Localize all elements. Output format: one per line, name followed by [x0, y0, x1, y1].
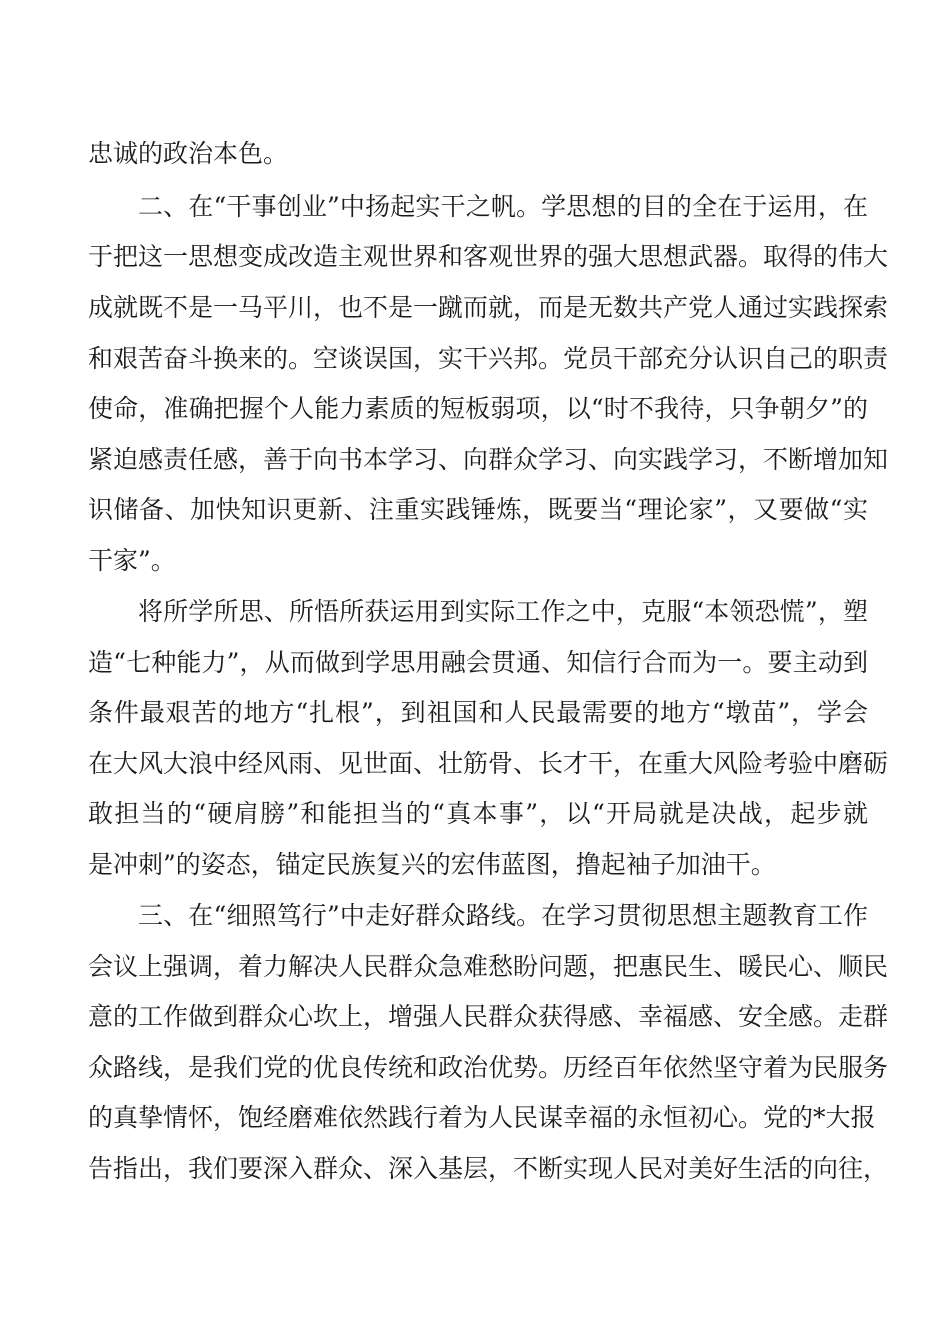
- text-line: 将所学所思、所悟所获运用到实际工作之中，克服“本领恐慌”，塑: [138, 597, 868, 626]
- text-line: 忠诚的政治本色。: [88, 139, 289, 168]
- text-line: 使命，准确把握个人能力素质的短板弱项，以“时不我待，只争朝夕”的: [88, 394, 868, 423]
- text-line: 识储备、加快知识更新、注重实践锤炼，既要当“理论家”，又要做“实: [88, 495, 868, 524]
- text-line: 和艰苦奋斗换来的。空谈误国，实干兴邦。党员干部充分认识自己的职责: [88, 344, 889, 373]
- text-line: 干家”。: [88, 546, 176, 575]
- text-line: 众路线，是我们党的优良传统和政治优势。历经百年依然坚守着为民服务: [88, 1053, 889, 1082]
- text-line: 在大风大浪中经风雨、见世面、壮筋骨、长才干，在重大风险考验中磨砺: [88, 749, 889, 778]
- text-line: 是冲刺”的姿态，锚定民族复兴的宏伟蓝图，撸起袖子加油干。: [88, 850, 776, 879]
- text-line: 三、在“细照笃行”中走好群众路线。在学习贯彻思想主题教育工作: [138, 901, 868, 930]
- text-line: 敢担当的“硬肩膀”和能担当的“真本事”，以“开局就是决战，起步就: [88, 799, 868, 828]
- text-line: 条件最艰苦的地方“扎根”，到祖国和人民最需要的地方“墩苗”，学会: [88, 698, 868, 727]
- text-line: 会议上强调，着力解决人民群众急难愁盼问题，把惠民生、暖民心、顺民: [88, 952, 889, 981]
- text-line: 紧迫感责任感，善于向书本学习、向群众学习、向实践学习，不断增加知: [88, 445, 889, 474]
- text-line: 成就既不是一马平川，也不是一蹴而就，而是无数共产党人通过实践探索: [88, 293, 889, 322]
- text-line: 意的工作做到群众心坎上，增强人民群众获得感、幸福感、安全感。走群: [88, 1002, 889, 1031]
- text-line: 的真挚情怀，饱经磨难依然践行着为人民谋幸福的永恒初心。党的*大报: [88, 1103, 876, 1132]
- text-line: 告指出，我们要深入群众、深入基层，不断实现人民对美好生活的向往，: [88, 1154, 889, 1183]
- text-line: 于把这一思想变成改造主观世界和客观世界的强大思想武器。取得的伟大: [88, 242, 889, 271]
- text-line: 二、在“干事创业”中扬起实干之帆。学思想的目的全在于运用，在: [138, 192, 868, 221]
- text-line: 造“七种能力”，从而做到学思用融会贯通、知信行合而为一。要主动到: [88, 648, 868, 677]
